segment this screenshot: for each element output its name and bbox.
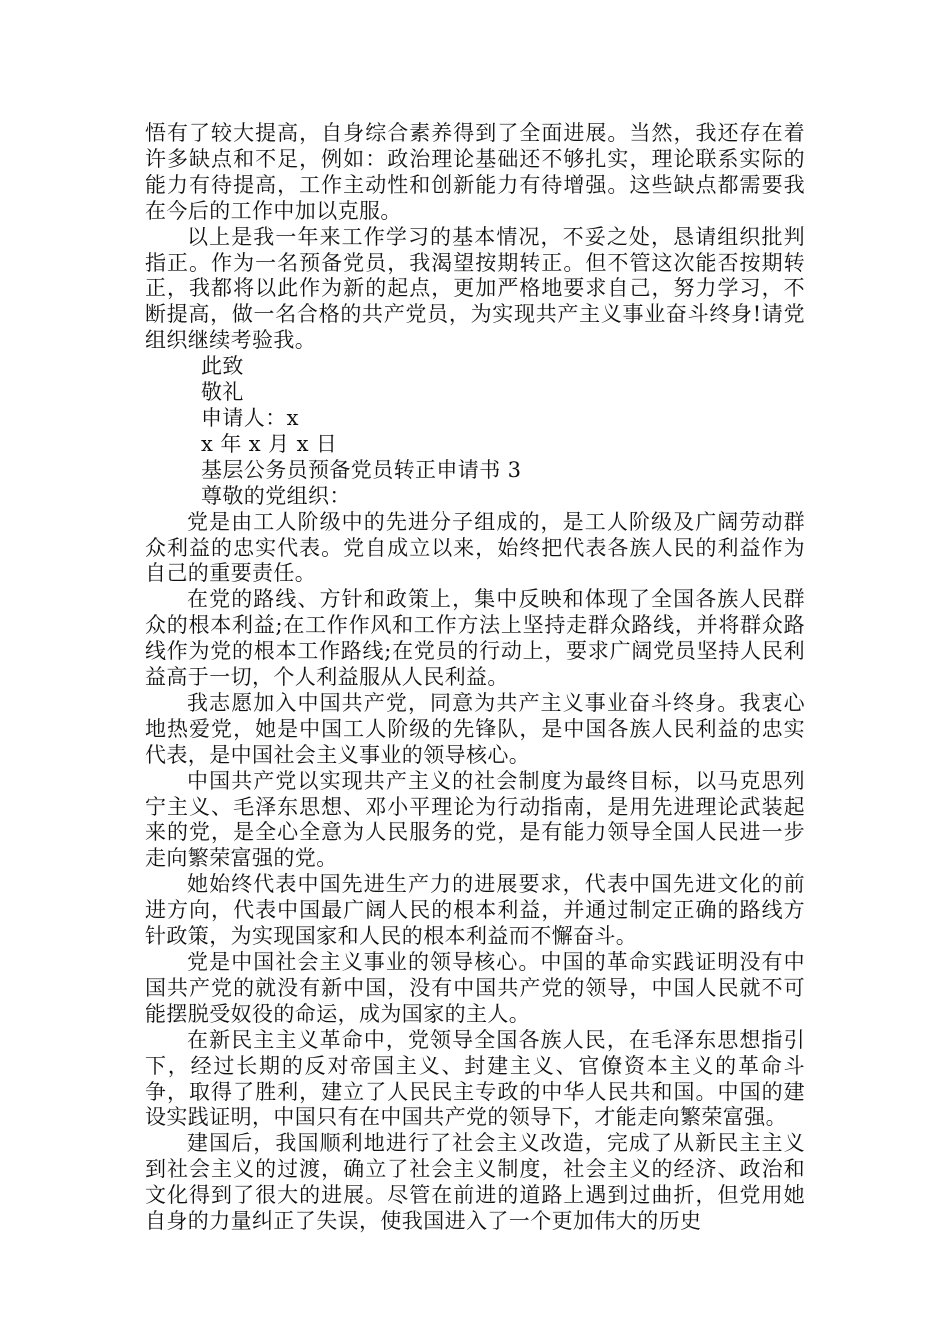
date-line: x 年 x 月 x 日: [201, 431, 338, 456]
paragraph: 以上是我一年来工作学习的基本情况，不妥之处，恳请组织批判指正。作为一名预备党员，我渴望按期转正。但不管这次能否按期转正，我都将以此作为新的起点，更加严格地要求自己，努力学习，不断提高，做一名合格的共产党员，为实现共产主义事业奋斗终身!请党组织继续考验我。: [145, 224, 805, 353]
paragraph: 党是由工人阶级中的先进分子组成的，是工人阶级及广阔劳动群众利益的忠实代表。党自成立以来，始终把代表各族人民的利益作为自己的重要责任。: [145, 509, 805, 586]
applicant-line: 申请人：x: [201, 405, 299, 430]
greeting-line: 尊敬的党组织：: [201, 483, 351, 508]
paragraph: 悟有了较大提高，自身综合素养得到了全面进展。当然，我还存在着许多缺点和不足，例如：政治理论基础还不够扎实，理论联系实际的能力有待提高，工作主动性和创新能力有待增强。这些缺点都需要我在今后的工作中加以克服。: [145, 121, 805, 223]
section-title: 基层公务员预备党员转正申请书 3: [201, 457, 522, 482]
paragraph: 她始终代表中国先进生产力的进展要求，代表中国先进文化的前进方向，代表中国最广阔人民的根本利益，并通过制定正确的路线方针政策，为实现国家和人民的根本利益而不懈奋斗。: [145, 872, 805, 949]
paragraph: 在新民主主义革命中，党领导全国各族人民，在毛泽东思想指引下，经过长期的反对帝国主义、封建主义、官僚资本主义的革命斗争，取得了胜利，建立了人民民主专政的中华人民共和国。中国的建设实践证明，中国只有在中国共产党的领导下，才能走向繁荣富强。: [145, 1027, 805, 1130]
salute-line: 敬礼: [201, 380, 244, 405]
paragraph: 我志愿加入中国共产党，同意为共产主义事业奋斗终身。我衷心地热爱党，她是中国工人阶级的先锋队，是中国各族人民利益的忠实代表，是中国社会主义事业的领导核心。: [145, 690, 805, 767]
paragraph: 党是中国社会主义事业的领导核心。中国的革命实践证明没有中国共产党的就没有新中国，没有中国共产党的领导，中国人民就不可能摆脱受奴役的命运，成为国家的主人。: [145, 950, 805, 1026]
paragraph: 中国共产党以实现共产主义的社会制度为最终目标，以马克思列宁主义、毛泽东思想、邓小平理论为行动指南，是用先进理论武装起来的党，是全心全意为人民服务的党，是有能力领导全国人民进一步走向繁荣富强的党。: [145, 768, 805, 871]
paragraph: 在党的路线、方针和政策上，集中反映和体现了全国各族人民群众的根本利益;在工作作风和工作方法上坚持走群众路线，并将群众路线作为党的根本工作路线;在党员的行动上，要求广阔党员坚持人民利益高于一切，个人利益服从人民利益。: [145, 587, 805, 690]
closing-line: 此致: [201, 354, 244, 379]
paragraph: 建国后，我国顺利地进行了社会主义改造，完成了从新民主主义到社会主义的过渡，确立了社会主义制度，社会主义的经济、政治和文化得到了很大的进展。尽管在前进的道路上遇到过曲折，但党用她自身的力量纠正了失误，使我国进入了一个更加伟大的历史: [145, 1131, 805, 1234]
document-body: [145, 121, 805, 1235]
